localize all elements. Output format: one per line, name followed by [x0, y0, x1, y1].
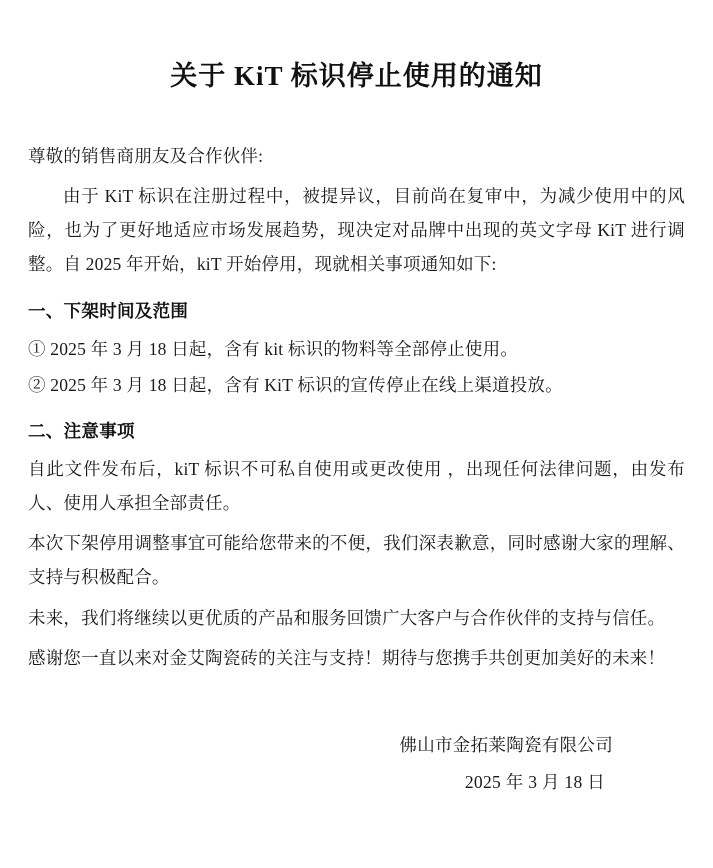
intro-paragraph: 由于 KiT 标识在注册过程中，被提异议，目前尚在复审中，为减少使用中的风险，也为了更好地适应市场发展趋势，现决定对品牌中出现的英文字母 KiT 进行调整。自 2025 年开始，kiT 开始停用，现就相关事项通知如下: — [28, 186, 685, 275]
document-body — [28, 139, 685, 675]
notice-paragraph-3: 未来，我们将继续以更优质的产品和服务回馈广大客户与合作伙伴的支持与信任。 — [28, 607, 666, 628]
section-heading-1: 一、下架时间及范围 — [28, 300, 189, 321]
signature-block — [28, 727, 685, 801]
notice-paragraph-4: 感谢您一直以来对金艾陶瓷砖的关注与支持！期待与您携手共创更加美好的未来！ — [28, 647, 666, 668]
notice-paragraph-2: 本次下架停用调整事宜可能给您带来的不便，我们深表歉意，同时感谢大家的理解、支持与积极配合。 — [28, 533, 685, 588]
section-heading-2: 二、注意事项 — [28, 420, 135, 441]
page-title: 关于 KiT 标识停止使用的通知 — [170, 61, 543, 91]
notice-paragraph-1: 自此文件发布后，kiT 标识不可私自使用或更改使用 ，出现任何法律问题，由发布人、使用人承担全部责任。 — [28, 459, 685, 514]
list-item-text: 2025 年 3 月 18 日起，含有 kit 标识的物料等全部停止使用。 — [50, 338, 519, 359]
list-item — [28, 332, 685, 366]
list-marker: ① — [28, 338, 46, 359]
salutation: 尊敬的销售商朋友及合作伙伴: — [28, 146, 264, 166]
signature-date: 2025 年 3 月 18 日 — [464, 771, 605, 792]
list-marker: ② — [28, 374, 46, 395]
signature-company: 佛山市金拓莱陶瓷有限公司 — [399, 734, 613, 755]
list-item-text: 2025 年 3 月 18 日起，含有 KiT 标识的宣传停止在线上渠道投放。 — [50, 374, 563, 395]
list-item — [28, 368, 685, 402]
